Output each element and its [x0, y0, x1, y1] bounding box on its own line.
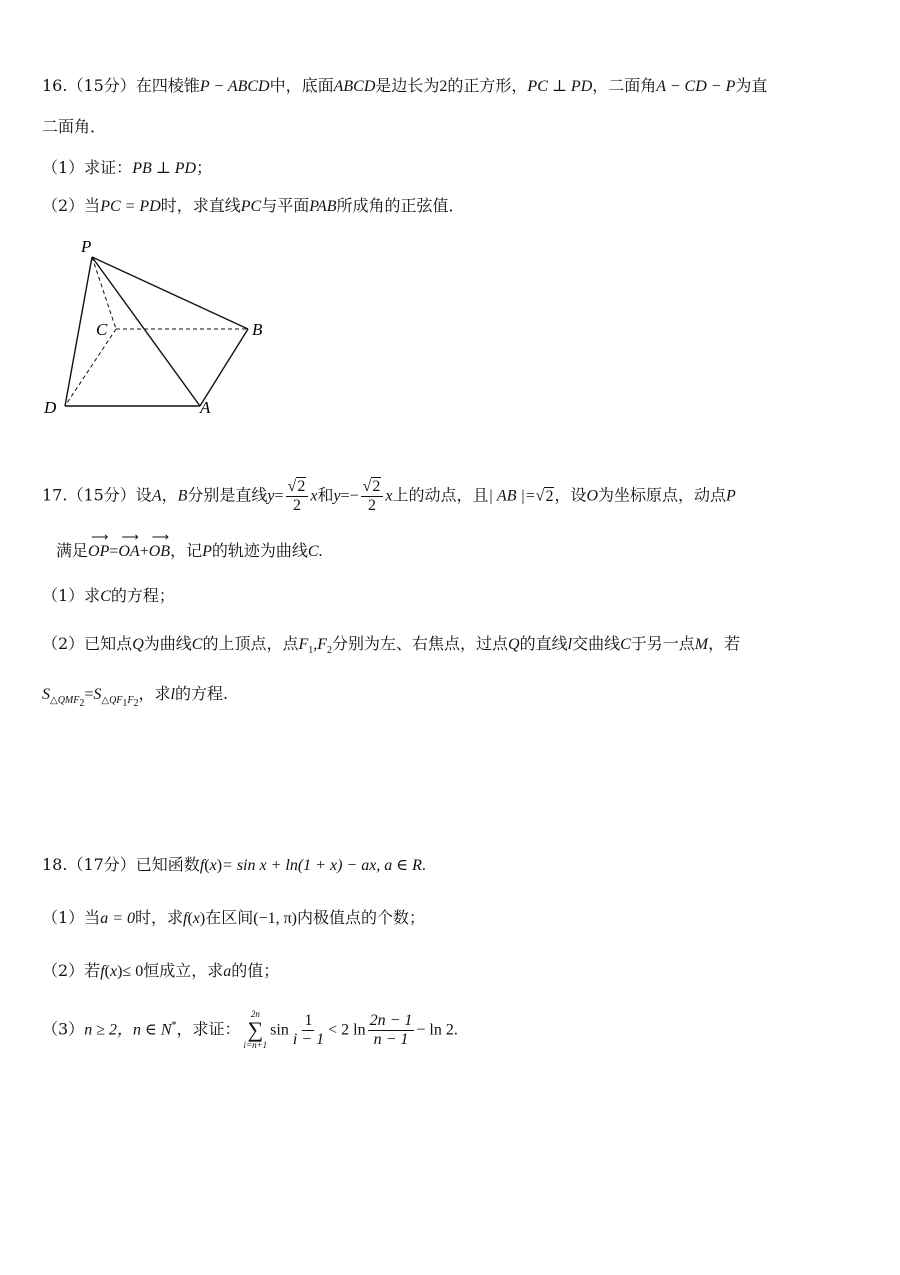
pyramid-figure	[30, 230, 330, 430]
q18-part3: （3）n ≥ 2，n ∈ N*，求证： 2n ∑ i=n+1 sin $\frac{1}{i - 1}$ < 2 ln $\frac{2n - 1}{n - 1}$ − ln 2.	[42, 1009, 458, 1050]
area-S-QMF2: $S_{\triangle QMF_2}$	[42, 686, 85, 710]
sqrt2: √2	[535, 487, 554, 505]
label-D: D	[44, 398, 57, 417]
q16-line1: 16.（15分）在四棱锥P − ABCD中，底面ABCD是边长为2的正方形，PC ⊥ PD，二面角A − CD − P为直	[42, 76, 768, 95]
fraction-neg-sqrt2-over-2: $\frac{√2}{2}$	[361, 478, 384, 514]
edge-PB	[92, 257, 248, 329]
label-C: C	[96, 320, 108, 339]
fraction-sqrt2-over-2: $\frac{√2}{2}$	[286, 478, 309, 514]
edge-PC-hidden	[92, 257, 116, 329]
fraction-2n-1-over-n-1: $\frac{2n - 1}{n - 1}$	[369, 1011, 413, 1048]
edge-PD	[65, 257, 92, 406]
q16-number: 16.（15分）	[42, 76, 136, 95]
q16-part2: （2）当PC = PD时，求直线PC与平面PAB所成角的正弦值．	[42, 196, 465, 215]
q17-part2-line2: $S_{\triangle QMF_2}=S_{\triangle QF_1F_2}$，求l的方程.	[42, 684, 229, 710]
q17-line2: 满足⟶ OP=⟶ OA+⟶ OB，记P的轨迹为曲线C.	[56, 541, 323, 561]
q16-part1: （1）求证：PB ⊥ PD；	[42, 158, 213, 177]
edge-AB	[200, 329, 248, 406]
area-S-QF1F2: $S_{\triangle QF_1F_2}$	[93, 686, 139, 710]
summation: 2n ∑ i=n+1	[243, 1009, 268, 1050]
label-A: A	[200, 398, 211, 417]
fraction-1-over-i-1: $\frac{1}{i - 1}$	[292, 1011, 325, 1048]
q18-line1: 18.（17分）已知函数f(x)= sin x + ln(1 + x) − ax, a ∈ R.	[42, 855, 426, 874]
q17-part2-line1: （2）已知点Q为曲线C的上顶点，点$F_1,F_2$分别为左、右焦点，过点Q的直线l交曲线C于另一点M，若	[42, 634, 741, 657]
q17-line1: 17.（15分）设A，B分别是直线y= $\frac{√2}{2}$ x和y=− $\frac{√2}{2}$ x上的动点，且| AB |=√2，设O为坐标原点，动点P	[42, 478, 736, 514]
q18-number: 18.（17分）已知函数	[42, 855, 200, 874]
q17-number: 17.（15分）设	[42, 485, 152, 505]
q18-part2: （2）若f(x)≤ 0恒成立，求a的值；	[42, 961, 280, 980]
label-B: B	[252, 320, 263, 339]
edge-PA	[92, 257, 200, 406]
q18-part1: （1）当a = 0时，求f(x)在区间(−1, π)内极值点的个数；	[42, 908, 426, 927]
q16-line2: 二面角．	[42, 117, 107, 136]
q17-part1: （1）求C的方程；	[42, 586, 175, 605]
label-P: P	[81, 237, 92, 256]
